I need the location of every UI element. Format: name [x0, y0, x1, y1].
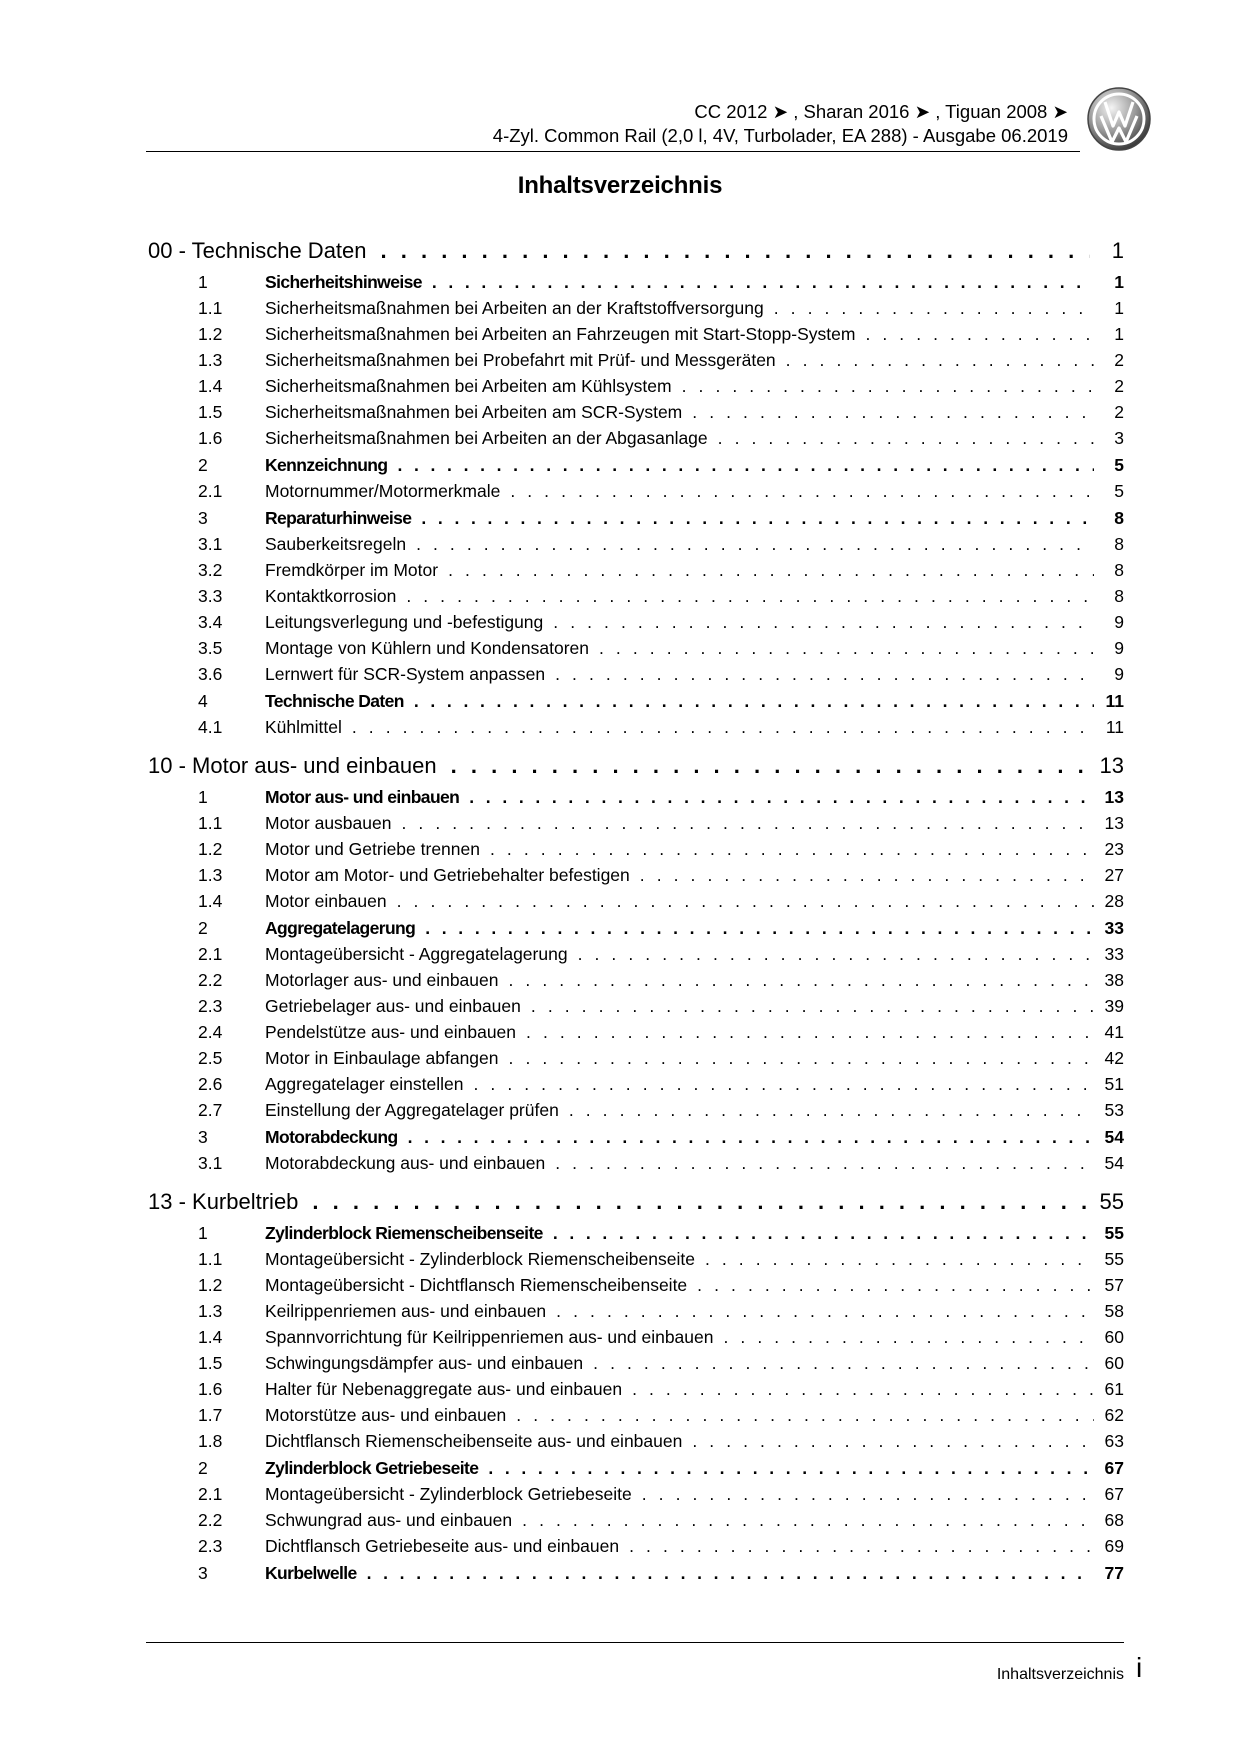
entry-title: Getriebelager aus- und einbauen: [265, 996, 521, 1016]
entry-page-number: 2: [1114, 350, 1124, 370]
entry-page-number: 57: [1104, 1275, 1124, 1295]
entry-title: Einstellung der Aggregatelager prüfen: [265, 1100, 559, 1120]
toc-chapter: [148, 1189, 1124, 1585]
entry-title: Motor am Motor- und Getriebehalter befestigen: [265, 865, 630, 885]
entry-title: Dichtflansch Riemenscheibenseite aus- und einbauen: [265, 1431, 683, 1451]
toc-subsection-entry[interactable]: [148, 1536, 1124, 1558]
entry-number: 2.4: [198, 1022, 223, 1042]
entry-number: 1.7: [198, 1405, 223, 1425]
entry-number: 1.4: [198, 891, 223, 911]
dot-leader: [509, 970, 1095, 991]
entry-title: Motorstütze aus- und einbauen: [265, 1405, 507, 1425]
dot-leader: [432, 272, 1094, 293]
toc-subsection-entry[interactable]: [148, 560, 1124, 582]
entry-page-number: 38: [1104, 970, 1124, 990]
entry-title: Motorlager aus- und einbauen: [265, 970, 499, 990]
entry-title: Reparaturhinweise: [265, 508, 412, 528]
entry-title: Fremdkörper im Motor: [265, 560, 439, 580]
page-title: Inhaltsverzeichnis: [517, 172, 723, 199]
dot-leader: [642, 1484, 1094, 1505]
entry-page-number: 62: [1104, 1405, 1124, 1425]
dot-leader: [469, 787, 1094, 808]
entry-page-number: 9: [1114, 612, 1124, 632]
toc-section-entry[interactable]: [148, 455, 1124, 477]
vw-logo-icon: [1086, 86, 1152, 152]
entry-page-number: 68: [1104, 1510, 1124, 1530]
toc-section-entry[interactable]: [148, 918, 1124, 940]
entry-number: 1.4: [198, 1327, 223, 1347]
entry-page-number: 27: [1104, 865, 1124, 885]
entry-page-number: 69: [1104, 1536, 1124, 1556]
dot-leader: [555, 664, 1094, 685]
dot-leader: [510, 481, 1094, 502]
entry-title: Montageübersicht - Aggregatelagerung: [265, 944, 568, 964]
entry-title: Sauberkeitsregeln: [265, 534, 407, 554]
dot-leader: [312, 1189, 1089, 1215]
entry-page-number: 8: [1114, 534, 1124, 554]
entry-number: 1.2: [198, 839, 223, 859]
dot-leader: [509, 1048, 1094, 1069]
toc-subsection-entry[interactable]: [148, 1100, 1124, 1122]
dot-leader: [526, 1022, 1094, 1043]
entry-title: 00 - Technische Daten: [148, 238, 367, 263]
entry-number: 1.8: [198, 1431, 223, 1451]
entry-title: Aggregatelagerung: [265, 918, 416, 938]
entry-number: 2.7: [198, 1100, 223, 1120]
entry-title: Zylinderblock Getriebeseite: [265, 1458, 479, 1478]
entry-title: Motorabdeckung aus- und einbauen: [265, 1153, 546, 1173]
dot-leader: [723, 1327, 1094, 1348]
entry-page-number: 9: [1114, 664, 1124, 684]
toc-subsection-entry[interactable]: [148, 1074, 1124, 1096]
entry-page-number: 2: [1114, 376, 1124, 396]
dot-leader: [632, 1379, 1094, 1400]
entry-page-number: 55: [1099, 1189, 1124, 1214]
entry-page-number: 13: [1104, 813, 1124, 833]
toc-subsection-entry[interactable]: [148, 481, 1124, 503]
dot-leader: [578, 944, 1094, 965]
dot-leader: [406, 586, 1094, 607]
entry-page-number: 8: [1114, 560, 1124, 580]
entry-title: Motornummer/Motormerkmale: [265, 481, 501, 501]
footer-label: Inhaltsverzeichnis: [996, 1666, 1124, 1683]
toc-subsection-entry[interactable]: [148, 402, 1124, 424]
dot-leader: [451, 753, 1090, 779]
entry-number: 2: [198, 918, 208, 938]
entry-page-number: 1: [1114, 324, 1124, 344]
entry-number: 3.2: [198, 560, 223, 580]
dot-leader: [697, 1275, 1094, 1296]
entry-page-number: 33: [1104, 918, 1124, 938]
entry-title: Motor in Einbaulage abfangen: [265, 1048, 499, 1068]
dot-leader: [569, 1100, 1094, 1121]
entry-title: Sicherheitsmaßnahmen bei Arbeiten an der Kraftstoffversorgung: [265, 298, 764, 318]
entry-page-number: 61: [1104, 1379, 1124, 1399]
entry-page-number: 11: [1105, 691, 1124, 711]
entry-title: Spannvorrichtung für Keilrippenriemen aus- und einbauen: [265, 1327, 714, 1347]
entry-page-number: 2: [1114, 402, 1124, 422]
dot-leader: [522, 1510, 1094, 1531]
entry-number: 1: [198, 1223, 208, 1243]
dot-leader: [397, 455, 1094, 476]
toc-subsection-entry[interactable]: [148, 1153, 1124, 1175]
footer-divider: [146, 1642, 1124, 1643]
entry-title: Sicherheitsmaßnahmen bei Arbeiten an der Abgasanlage: [265, 428, 708, 448]
entry-number: 1: [198, 272, 208, 292]
entry-title: Kontaktkorrosion: [265, 586, 397, 606]
entry-title: Kennzeichnung: [265, 455, 388, 475]
entry-number: 1.3: [198, 865, 223, 885]
entry-page-number: 54: [1104, 1153, 1124, 1173]
dot-leader: [381, 238, 1090, 264]
entry-title: Leitungsverlegung und -befestigung: [265, 612, 544, 632]
dot-leader: [553, 1223, 1094, 1244]
toc-subsection-entry[interactable]: [148, 1431, 1124, 1453]
toc-subsection-entry[interactable]: [148, 1484, 1124, 1506]
toc-subsection-entry[interactable]: [148, 1379, 1124, 1401]
toc-subsection-entry[interactable]: [148, 350, 1124, 372]
entry-title: Motor ausbauen: [265, 813, 392, 833]
toc-section-entry[interactable]: [148, 272, 1124, 294]
entry-title: Motor einbauen: [265, 891, 387, 911]
entry-page-number: 11: [1105, 717, 1124, 737]
entry-number: 2.1: [198, 1484, 223, 1504]
entry-title: Pendelstütze aus- und einbauen: [265, 1022, 517, 1042]
entry-number: 1.6: [198, 428, 223, 448]
entry-number: 1.2: [198, 1275, 223, 1295]
dot-leader: [414, 691, 1094, 712]
header-models: CC 2012 ➤ , Sharan 2016 ➤ , Tiguan 2008 ➤: [694, 101, 1068, 122]
entry-title: Kurbelwelle: [265, 1563, 357, 1583]
entry-title: Motor und Getriebe trennen: [265, 839, 480, 859]
entry-title: Lernwert für SCR-System anpassen: [265, 664, 546, 684]
toc-subsection-entry[interactable]: [148, 891, 1124, 913]
toc-section-entry[interactable]: [148, 1223, 1124, 1245]
toc-subsection-entry[interactable]: [148, 534, 1124, 556]
entry-number: 2: [198, 455, 208, 475]
toc-subsection-entry[interactable]: [148, 1048, 1124, 1070]
entry-title: Sicherheitshinweise: [265, 272, 422, 292]
entry-page-number: 54: [1104, 1127, 1124, 1147]
entry-title: Halter für Nebenaggregate aus- und einbauen: [265, 1379, 623, 1399]
toc-section-entry[interactable]: [148, 508, 1124, 530]
entry-title: 10 - Motor aus- und einbauen: [148, 753, 437, 778]
entry-title: Sicherheitsmaßnahmen bei Probefahrt mit Prüf- und Messgeräten: [265, 350, 776, 370]
toc-subsection-entry[interactable]: [148, 1405, 1124, 1427]
entry-page-number: 23: [1104, 839, 1124, 859]
entry-page-number: 60: [1104, 1327, 1124, 1347]
toc-subsection-entry[interactable]: [148, 1327, 1124, 1349]
toc-subsection-entry[interactable]: [148, 1353, 1124, 1375]
toc-chapter-entry[interactable]: [148, 1189, 1124, 1217]
entry-page-number: 63: [1104, 1431, 1124, 1451]
entry-title: Motorabdeckung: [265, 1127, 398, 1147]
dot-leader: [531, 996, 1094, 1017]
entry-page-number: 39: [1104, 996, 1124, 1016]
entry-title: Montageübersicht - Dichtflansch Riemenscheibenseite: [265, 1275, 688, 1295]
entry-page-number: 41: [1104, 1022, 1124, 1042]
table-of-contents: [148, 238, 1124, 1599]
toc-subsection-entry[interactable]: [148, 1249, 1124, 1271]
entry-number: 2.1: [198, 481, 223, 501]
toc-subsection-entry[interactable]: [148, 428, 1124, 450]
entry-title: Schwingungsdämpfer aus- und einbauen: [265, 1353, 584, 1373]
entry-number: 1: [198, 787, 208, 807]
toc-section-entry[interactable]: [148, 691, 1124, 713]
dot-leader: [421, 508, 1094, 529]
entry-page-number: 55: [1104, 1223, 1124, 1243]
entry-page-number: 5: [1114, 481, 1124, 501]
dot-leader: [705, 1249, 1094, 1270]
entry-title: Schwungrad aus- und einbauen: [265, 1510, 513, 1530]
entry-title: Sicherheitsmaßnahmen bei Arbeiten an Fahrzeugen mit Start-Stopp-System: [265, 324, 856, 344]
toc-subsection-entry[interactable]: [148, 376, 1124, 398]
entry-page-number: 28: [1104, 891, 1124, 911]
entry-page-number: 67: [1104, 1458, 1124, 1478]
toc-chapter: [148, 753, 1124, 1175]
entry-title: Technische Daten: [265, 691, 404, 711]
toc-subsection-entry[interactable]: [148, 996, 1124, 1018]
entry-title: Dichtflansch Getriebeseite aus- und einbauen: [265, 1536, 620, 1556]
entry-page-number: 5: [1114, 455, 1124, 475]
toc-subsection-entry[interactable]: [148, 1275, 1124, 1297]
toc-subsection-entry[interactable]: [148, 1510, 1124, 1532]
entry-page-number: 1: [1111, 238, 1124, 263]
entry-number: 3.1: [198, 534, 223, 554]
entry-page-number: 9: [1114, 638, 1124, 658]
toc-subsection-entry[interactable]: [148, 944, 1124, 966]
header-divider: [146, 151, 1080, 152]
entry-title: 13 - Kurbeltrieb: [148, 1189, 299, 1214]
toc-subsection-entry[interactable]: [148, 1022, 1124, 1044]
dot-leader: [448, 560, 1094, 581]
entry-page-number: 58: [1104, 1301, 1124, 1321]
dot-leader: [553, 612, 1094, 633]
entry-number: 3.5: [198, 638, 223, 658]
toc-section-entry[interactable]: [148, 787, 1124, 809]
entry-page-number: 67: [1104, 1484, 1124, 1504]
entry-page-number: 8: [1114, 586, 1124, 606]
dot-leader: [599, 638, 1094, 659]
entry-page-number: 1: [1114, 272, 1124, 292]
entry-number: 3.4: [198, 612, 223, 632]
entry-number: 1.1: [198, 298, 223, 318]
dot-leader: [408, 1127, 1094, 1148]
toc-subsection-entry[interactable]: [148, 638, 1124, 660]
dot-leader: [692, 1431, 1094, 1452]
entry-number: 3: [198, 1563, 208, 1583]
dot-leader: [593, 1353, 1094, 1374]
entry-number: 3: [198, 1127, 208, 1147]
entry-number: 4: [198, 691, 208, 711]
entry-number: 2.1: [198, 944, 223, 964]
dot-leader: [718, 428, 1094, 449]
entry-page-number: 13: [1104, 787, 1124, 807]
entry-number: 2.5: [198, 1048, 223, 1068]
dot-leader: [640, 865, 1094, 886]
entry-page-number: 1: [1114, 298, 1124, 318]
entry-number: 2.6: [198, 1074, 223, 1094]
toc-subsection-entry[interactable]: [148, 586, 1124, 608]
dot-leader: [367, 1563, 1094, 1584]
entry-title: Montageübersicht - Zylinderblock Getriebeseite: [265, 1484, 632, 1504]
dot-leader: [488, 1458, 1094, 1479]
toc-section-entry[interactable]: [148, 1458, 1124, 1480]
entry-title: Sicherheitsmaßnahmen bei Arbeiten am SCR-System: [265, 402, 683, 422]
entry-number: 1.4: [198, 376, 223, 396]
entry-number: 2.3: [198, 996, 223, 1016]
toc-subsection-entry[interactable]: [148, 970, 1124, 992]
dot-leader: [556, 1301, 1094, 1322]
dot-leader: [555, 1153, 1094, 1174]
dot-leader: [516, 1405, 1094, 1426]
dot-leader: [352, 717, 1094, 738]
entry-number: 3.1: [198, 1153, 223, 1173]
entry-title: Montageübersicht - Zylinderblock Riemenscheibenseite: [265, 1249, 695, 1269]
toc-section-entry[interactable]: [148, 1563, 1124, 1585]
document-header: [308, 100, 1068, 148]
entry-number: 3.3: [198, 586, 223, 606]
entry-number: 3.6: [198, 664, 223, 684]
dot-leader: [401, 813, 1094, 834]
toc-subsection-entry[interactable]: [148, 298, 1124, 320]
entry-number: 1.2: [198, 324, 223, 344]
toc-subsection-entry[interactable]: [148, 839, 1124, 861]
entry-number: 2.3: [198, 1536, 223, 1556]
entry-number: 3: [198, 508, 208, 528]
toc-chapter-entry[interactable]: [148, 238, 1124, 266]
toc-subsection-entry[interactable]: [148, 324, 1124, 346]
dot-leader: [425, 918, 1094, 939]
entry-number: 2.2: [198, 970, 223, 990]
entry-title: Motor aus- und einbauen: [265, 787, 460, 807]
dot-leader: [416, 534, 1094, 555]
entry-title: Keilrippenriemen aus- und einbauen: [265, 1301, 547, 1321]
dot-leader: [865, 324, 1094, 345]
toc-subsection-entry[interactable]: [148, 717, 1124, 739]
entry-number: 4.1: [198, 717, 223, 737]
entry-number: 2: [198, 1458, 208, 1478]
header-engine: 4-Zyl. Common Rail (2,0 l, 4V, Turbolader, EA 288) - Ausgabe 06.2019: [492, 125, 1068, 146]
toc-subsection-entry[interactable]: [148, 612, 1124, 634]
entry-title: Aggregatelager einstellen: [265, 1074, 464, 1094]
entry-number: 1.5: [198, 402, 223, 422]
toc-subsection-entry[interactable]: [148, 664, 1124, 686]
entry-page-number: 8: [1114, 508, 1124, 528]
entry-number: 1.3: [198, 350, 223, 370]
dot-leader: [473, 1074, 1094, 1095]
entry-page-number: 13: [1099, 753, 1124, 778]
entry-number: 1.5: [198, 1353, 223, 1373]
footer-page-number: i: [1136, 1652, 1143, 1683]
dot-leader: [490, 839, 1094, 860]
toc-subsection-entry[interactable]: [148, 813, 1124, 835]
entry-page-number: 53: [1104, 1100, 1124, 1120]
dot-leader: [786, 350, 1094, 371]
entry-number: 1.3: [198, 1301, 223, 1321]
entry-page-number: 55: [1104, 1249, 1124, 1269]
toc-chapter-entry[interactable]: [148, 753, 1124, 781]
toc-subsection-entry[interactable]: [148, 865, 1124, 887]
entry-page-number: 33: [1104, 944, 1124, 964]
entry-page-number: 3: [1114, 428, 1124, 448]
entry-number: 1.6: [198, 1379, 223, 1399]
entry-page-number: 60: [1104, 1353, 1124, 1373]
dot-leader: [397, 891, 1094, 912]
dot-leader: [774, 298, 1094, 319]
entry-title: Montage von Kühlern und Kondensatoren: [265, 638, 589, 658]
dot-leader: [629, 1536, 1094, 1557]
dot-leader: [682, 376, 1094, 397]
toc-chapter: [148, 238, 1124, 739]
toc-section-entry[interactable]: [148, 1127, 1124, 1149]
entry-page-number: 42: [1104, 1048, 1124, 1068]
dot-leader: [692, 402, 1094, 423]
entry-number: 1.1: [198, 1249, 223, 1269]
entry-number: 1.1: [198, 813, 223, 833]
entry-title: Kühlmittel: [265, 717, 342, 737]
entry-number: 2.2: [198, 1510, 223, 1530]
entry-title: Zylinderblock Riemenscheibenseite: [265, 1223, 543, 1243]
entry-title: Sicherheitsmaßnahmen bei Arbeiten am Kühlsystem: [265, 376, 672, 396]
entry-page-number: 51: [1104, 1074, 1124, 1094]
toc-subsection-entry[interactable]: [148, 1301, 1124, 1323]
entry-page-number: 77: [1104, 1563, 1124, 1583]
